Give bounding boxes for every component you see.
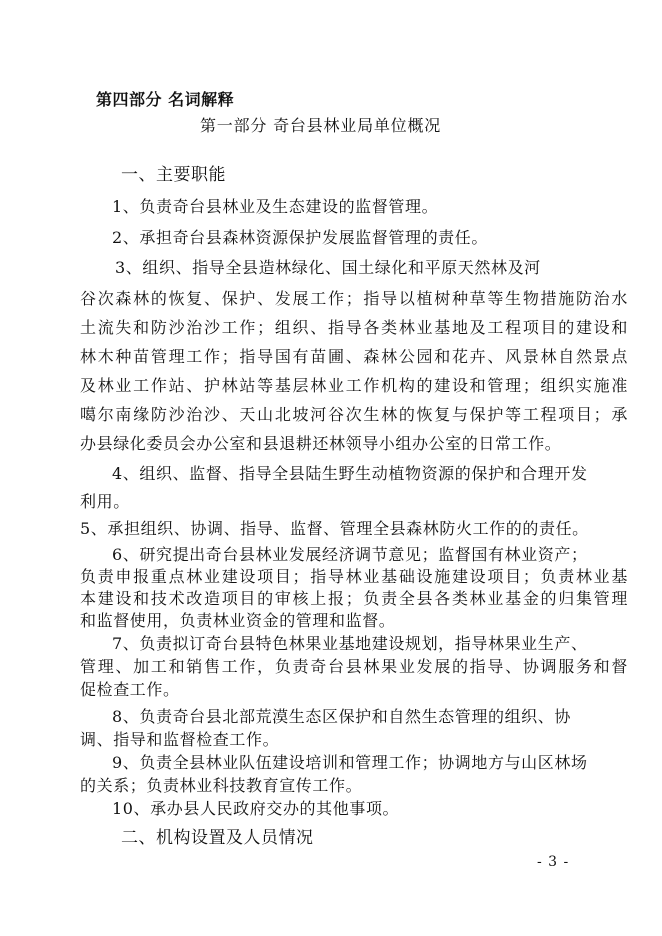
part4-heading: 第四部分 名词解释 [96,90,235,109]
duty-item-8-line: 8、负责奇台县北部荒漠生态区保护和自然生态管理的组织、协 [112,707,571,726]
section1-title: 一、主要职能 [121,165,226,185]
duty-item-7-line: 7、负责拟订奇台县特色林果业基地建设规划，指导林果业生产、 [112,634,588,653]
duty-item-9-line: 的关系；负责林业科技教育宣传工作。 [80,776,363,795]
section2-title: 二、机构设置及人员情况 [121,828,314,848]
duty-item-10: 10、承办县人民政府交办的其他事项。 [112,799,400,818]
duty-item-1: 1、负责奇台县林业及生态建设的监督管理。 [112,197,439,216]
duty-item-4-line: 利用。 [80,492,130,511]
duty-item-7-line: 促检查工作。 [80,680,180,699]
page-number: - 3 - [537,854,570,870]
duty-item-4-line: 4、组织、监督、指导全县陆生野生动植物资源的保护和合理开发 [112,464,588,483]
duty-item-5: 5、承担组织、协调、指导、监督、管理全县森林防火工作的的责任。 [80,519,589,538]
duty-item-3-line: 3、组织、指导全县造林绿化、国土绿化和平原天然林及河 [115,258,541,277]
duty-item-7-line: 管理、加工和销售工作，负责奇台县林果业发展的指导、协调服务和督 [80,657,628,676]
duty-item-6-line: 和监督使用，负责林业资金的管理和监督。 [80,611,396,630]
duty-item-6-line: 负责申报重点林业建设项目；指导林业基础设施建设项目；负责林业基 [80,567,628,586]
duty-item-3-line: 及林业工作站、护林站等基层林业工作机构的建设和管理；组织实施准 [80,376,628,395]
duty-item-6-line: 本建设和技术改造项目的审核上报；负责全县各类林业基金的归集管理 [80,589,628,608]
duty-item-3-line: 林木种苗管理工作；指导国有苗圃、森林公园和花卉、风景林自然景点 [80,347,628,366]
duty-item-3-line: 土流失和防沙治沙工作；组织、指导各类林业基地及工程项目的建设和 [80,318,628,337]
duty-item-6-line: 6、研究提出奇台县林业发展经济调节意见；监督国有林业资产； [112,545,588,564]
duty-item-3-line: 谷次森林的恢复、保护、发展工作；指导以植树种草等生物措施防治水 [80,289,628,308]
duty-item-2: 2、承担奇台县森林资源保护发展监督管理的责任。 [112,228,488,247]
duty-item-3-line: 办县绿化委员会办公室和县退耕还林领导小组办公室的日常工作。 [80,434,562,453]
duty-item-9-line: 9、负责全县林业队伍建设培训和管理工作；协调地方与山区林场 [112,753,588,772]
duty-item-8-line: 调、指导和监督检查工作。 [80,730,280,749]
part1-title: 第一部分 奇台县林业局单位概况 [200,116,442,135]
duty-item-3-line: 噶尔南缘防沙治沙、天山北坡河谷次生林的恢复与保护等工程项目；承 [80,405,628,424]
